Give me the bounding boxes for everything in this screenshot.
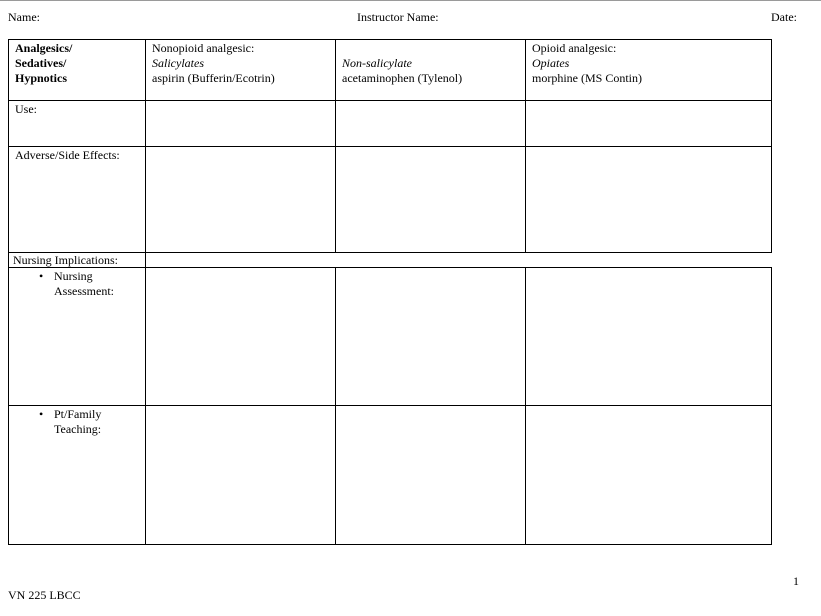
nursing-implications-spacer: [146, 253, 772, 268]
table-row-nursing-implications: [9, 253, 772, 268]
answer-cell[interactable]: [336, 101, 526, 147]
answer-cell[interactable]: [146, 147, 336, 253]
answer-cell[interactable]: [526, 406, 772, 545]
drug-example-label: morphine (MS Contin): [532, 71, 642, 85]
drug-subclass-label: Non-salicylate: [342, 56, 412, 70]
course-footer: VN 225 LBCC: [8, 588, 81, 602]
date-label: Date:: [771, 10, 797, 24]
column-header-salicylates: [146, 40, 336, 101]
table-row-use: [9, 101, 772, 147]
table-title-line: Analgesics/: [15, 41, 73, 55]
drug-class-label: Opioid analgesic:: [532, 41, 617, 55]
drug-example-label: acetaminophen (Tylenol): [342, 71, 463, 85]
row-label-adverse-effects: Adverse/Side Effects:: [9, 147, 146, 253]
page-number: 1: [793, 574, 799, 588]
column-header-opiates: [526, 40, 772, 101]
drug-class-label: [342, 41, 519, 56]
answer-cell[interactable]: [146, 101, 336, 147]
answer-cell[interactable]: [336, 406, 526, 545]
drug-subclass-label: Salicylates: [152, 56, 204, 70]
drug-subclass-label: Opiates: [532, 56, 570, 70]
bullet-icon: •: [39, 269, 44, 283]
answer-cell[interactable]: [146, 406, 336, 545]
table-row-nursing-assessment: [9, 268, 772, 406]
row-label-line: Nursing: [54, 269, 93, 283]
drug-worksheet-table: [8, 39, 772, 545]
row-label-line: Pt/Family: [54, 407, 102, 421]
table-title-line: Sedatives/: [15, 56, 67, 70]
answer-cell[interactable]: [526, 101, 772, 147]
row-label-line: Teaching:: [54, 422, 102, 436]
bullet-icon: •: [39, 407, 44, 421]
list-item: [15, 269, 139, 299]
drug-class-label: Nonopioid analgesic:: [152, 41, 255, 55]
answer-cell[interactable]: [146, 268, 336, 406]
row-label-family-teaching: [9, 406, 146, 545]
list-item: [15, 407, 139, 437]
table-title-line: Hypnotics: [15, 71, 68, 85]
table-row-family-teaching: [9, 406, 772, 545]
row-label-nursing-implications: Nursing Implications:: [9, 253, 146, 268]
top-border-line: [0, 0, 821, 1]
name-label: Name:: [8, 10, 40, 24]
table-row-adverse-effects: [9, 147, 772, 253]
row-label-line: Assessment:: [54, 284, 114, 298]
instructor-name-label: Instructor Name:: [357, 10, 439, 24]
drug-example-label: aspirin (Bufferin/Ecotrin): [152, 71, 275, 85]
row-label-use: Use:: [9, 101, 146, 147]
answer-cell[interactable]: [526, 268, 772, 406]
answer-cell[interactable]: [336, 268, 526, 406]
answer-cell[interactable]: [526, 147, 772, 253]
table-title-cell: [9, 40, 146, 101]
column-header-non-salicylate: [336, 40, 526, 101]
answer-cell[interactable]: [336, 147, 526, 253]
row-label-nursing-assessment: [9, 268, 146, 406]
table-header-row: [9, 40, 772, 101]
